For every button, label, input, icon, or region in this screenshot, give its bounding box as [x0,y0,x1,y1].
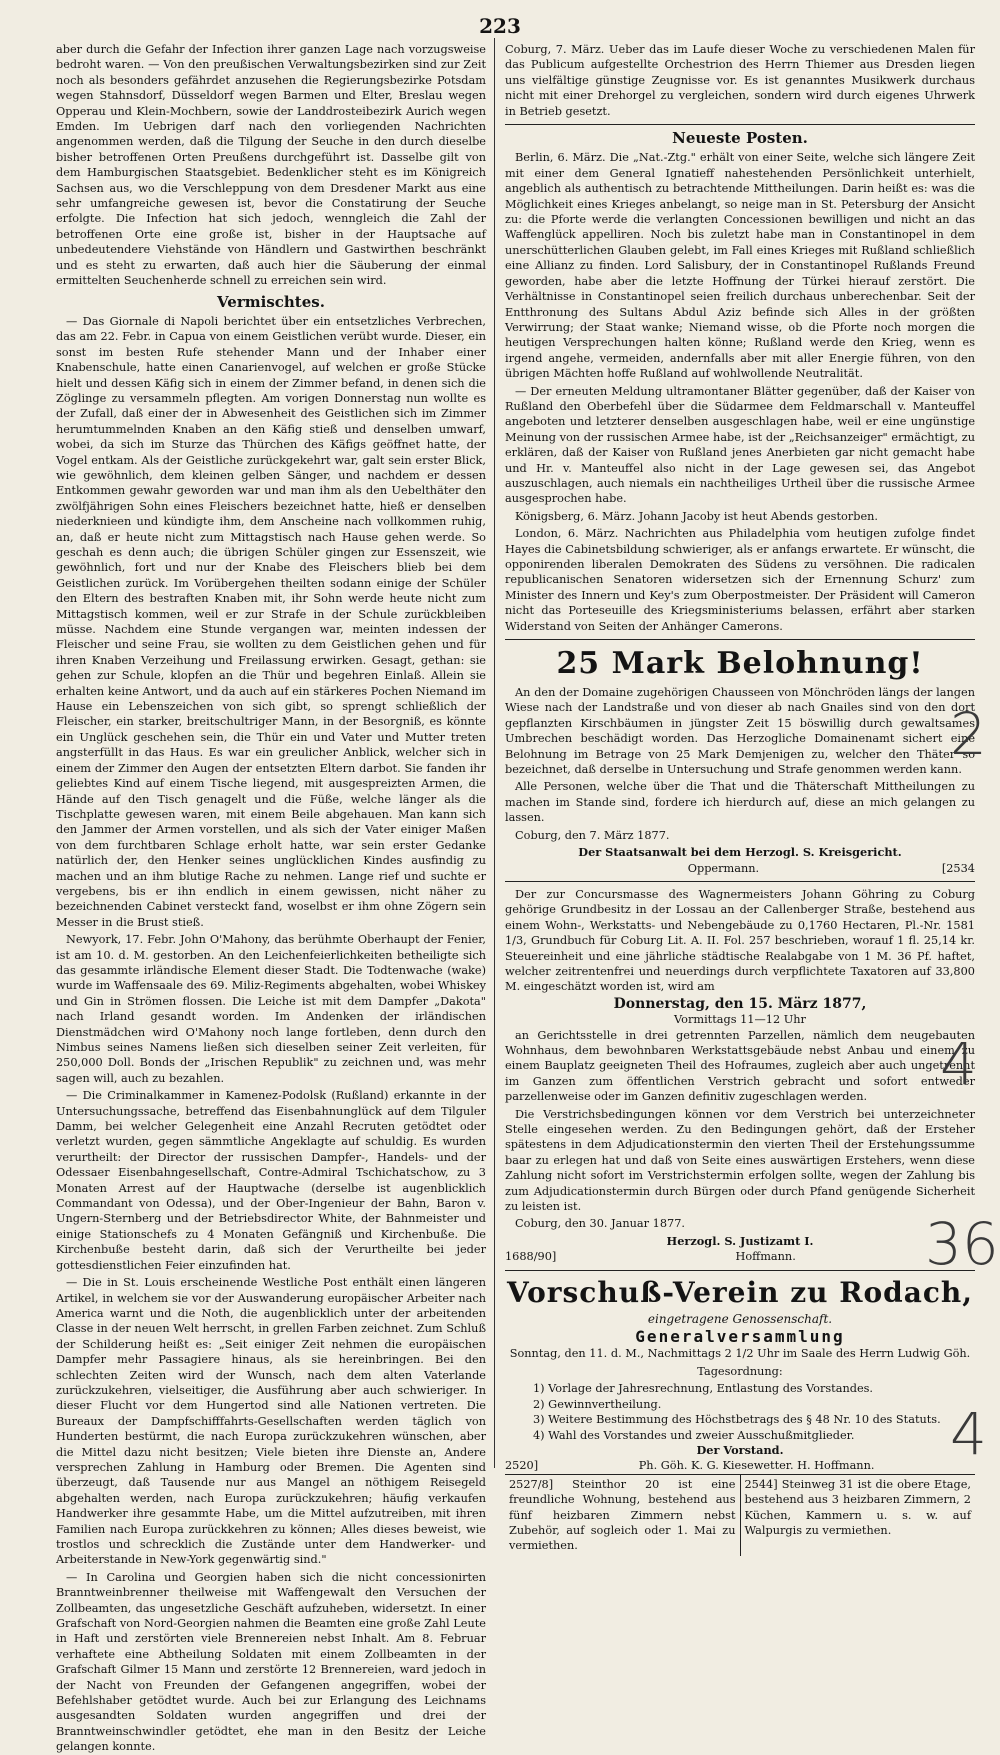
verein-subtitle: eingetragene Genossenschaft. [647,1311,833,1326]
handwritten-mark: 36 [925,1210,999,1278]
rental-ad-steinthor: 2527/8] Steinthor 20 ist eine freundliche Wohnung, bestehend aus fünf heizbaren Zimmern nebst Zubehör, auf sogleich oder 1. Mai zu vermiethen. [509,1477,736,1553]
article-kamenez: — Die Criminalkammer in Kamenez-Podolsk (Rußland) erkannte in der Untersuchungssache, betreffend das Eisenbahnunglück auf dem Tilguler Damm, bei welcher Gelegenheit eine Anzahl Recruten getödtet oder verletzt wurden, gegen sämmtliche Angeklagte auf schuldig. Es wurden verurtheilt: der Director der russischen Dampfer-, Handels- und der Odessaer Eisenbahngesellschaft, Contre-Admiral Tschichatschow, zu 3 Monaten Arrest auf der Hauptwache (derselbe ist augenblicklich Commandant von Odessa), und der Ober-Ingenieur der Bahn, Baron v. Ungern-Sternberg und der Betriebsdirector White, der Bahnmeister und einige Stationschefs zu 4 Monaten Gefängniß und Kirchenbuße. Die Kirchenbuße besteht darin, daß sich der Verurtheilte bei jeder gottesdienstlichen Feier einzufinden hat. [56,1089,486,1272]
column-divider [494,38,495,1468]
article-coburg: Coburg, 7. März. Ueber das im Laufe dieser Woche zu verschiedenen Malen für das Publicum aufgestellte Orchestrion des Herrn Thiemer aus Dresden liegen uns vielfältige günstige Zeugnisse vor. Es ist genanntes Musikwerk durchaus nicht mit einer Drehorgel zu vergleichen, sondern wird durch eigenes Uhrwerk in Betrieb gesetzt. [505,43,975,118]
reward-text-2: Alle Personen, welche über die That und die Thäterschaft Mittheilungen zu machen im Stande sind, fordere ich hierdurch auf, diese an mich gelangen zu lassen. [505,780,975,825]
handwritten-mark: 4 [940,1030,977,1098]
reward-footer [505,861,975,876]
concurs-date: Donnerstag, den 15. März 1877, [613,995,867,1012]
handwritten-mark: 4 [950,1400,987,1468]
reward-name: Oppermann. [687,861,760,875]
reward-signature: Der Staatsanwalt bei dem Herzogl. S. Kreisgericht. [578,845,902,860]
concurs-date-2: Coburg, den 30. Januar 1877. [515,1217,685,1231]
concurs-text-3: Die Verstrichsbedingungen können vor dem Verstrich bei unterzeichneter Stelle eingesehen werden. Zu den Bedingungen gehört, daß der Ersteher spätestens in dem Adjudicationstermin den vierten Theil der Erstehungssumme baar zu erlegen hat und daß von Seite eines auswärtigen Erstehers, wenn diese Zahlung nicht sofort im Verstrichstermin erfolgen sollte, wegen der Zahlung bis zum Adjudicationstermin durch Bürgen oder durch Pfand genügende Sicherheit zu leisten ist. [505,1107,975,1214]
reward-text: An den der Domaine zugehörigen Chausseen von Mönchröden längs der langen Wiese nach der Landstraße und von dieser ab nach Gnailes sind von den dort gepflanzten Kirschbäumen in jüngster Zeit 15 böswillig durch gewaltsames Umbrechen beschädigt worden. Das Herzogliche Domainenamt sichert eine Belohnung im Betrage von 25 Mark Demjenigen zu, welcher den Thäter so bezeichnet, daß derselbe in Untersuchung und Strafe genommen werden kann. [505,686,975,777]
verein-number: 2520] [505,1459,539,1473]
divider [505,639,975,640]
agenda-item: 3) Weitere Bestimmung des Höchstbetrags des § 48 Nr. 10 des Statuts. [533,1413,941,1427]
article-london: London, 6. März. Nachrichten aus Philadelphia vom heutigen zufolge findet Hayes die Cabinetsbildung schwieriger, als er anfangs erwartete. Er wünscht, die opponirenden liberalen Demokraten des Südens zu versöhnen. Die radicalen republicanischen Senatoren widersetzen sich der Ernennung Schurz' zum Minister des Innern und Key's zum Oberpostmeister. Der Präsident will Cameron nicht das Porteseuille des Kriegsministeriums belassen, erfährt aber starken Widerstand von Seiten der Anhänger Camerons. [505,527,975,633]
article-st-louis: — Die in St. Louis erscheinende Westliche Post enthält einen längeren Artikel, in welchem sie vor der Auswanderung europäischer Arbeiter nach America warnt und die Noth, die augenblicklich unter der arbeitenden Classe in der neuen Welt herrscht, in grellen Farben zeichnet. Zum Schluß der Schilderung heißt es: „Seit einiger Zeit nehmen die europäischen Dampfer mehr Passagiere hinaus, als sie hereinbringen. Bei den schlechten Zeiten wird der Wunsch, nach dem alten Vaterlande zurückzukehren, vielseitiger, die Ausführung aber auch schwieriger. In dieser Flucht vor dem Hungertod sind alle Nationen vertreten. Die Bureaux der Dampfschifffahrts-Gesellschaften werden täglich von Hunderten bestürmt, die nach Europa zurückzukehren wünschen, aber die Mittel dazu nicht besitzen; Viele bieten ihre Dienste an, Andere versprechen Zahlung in Hamburg oder Bremen. Die Agenten sind überzeugt, daß Tausende nur aus Mangel an nöthigem Reisegeld abgehalten werden, nach Europa zurückzukehren; häufig verkaufen Handwerker ihre gesammte Habe, um die Mittel aufzutreiben, mit ihren Familien nach Europa zurückkehren zu können; Alles dieses beweist, wie trostlos und schrecklich die Zustände unter dem Handwerker- und Arbeiterstande in New-York gegenwärtig sind." [56,1276,486,1567]
verein-title: Vorschuß-Verein zu Rodach, [506,1275,974,1309]
reward-title: 25 Mark Belohnung! [556,646,924,682]
article-newyork: Newyork, 17. Febr. John O'Mahony, das berühmte Oberhaupt der Fenier, ist am 10. d. M. gestorben. An den Leichenfeierlichkeiten betheiligte sich das gesammte irländische Element dieser Stadt. Die Todtenwache (wake) wurde im Waffensaale des 69. Miliz-Regiments abgehalten, wobei Whiskey und Gin in Strömen flossen. Die Leiche ist mit dem Dampfer „Dakota" nach Irland gesandt worden. Im Andenken der irländischen Dienstmädchen wird O'Mahony noch lange fortleben, denn durch den Nimbus seines Namens ließen sich dieselben seiner Zeit verleiten, für 250,000 Doll. Bonds der „Irischen Republik" zu zeichnen und, was mehr sagen will, auch zu bezahlen. [56,933,486,1085]
reward-number: [2534 [941,861,975,875]
rental-ads [505,1474,975,1556]
concurs-text: Der zur Concursmasse des Wagnermeisters Johann Göhring zu Coburg gehörige Grundbesitz in der Lossau an der Callenberger Straße, bestehend aus einem Wohn-, Werkstatts- und Nebengebäude zu 0,1760 Hectaren, Pl.-Nr. 1581 1/3, Grundbuch für Coburg Lit. A. II. Fol. 257 beschrieben, worauf 1 fl. 25,14 kr. Steuereinheit und eine jährliche städtische Realabgabe von 1 M. 36 Pf. haftet, welcher zeitrentenfrei und neuerdings durch verpflichtete Taxatoren auf 33,800 M. eingeschätzt worden ist, wird am [505,887,975,994]
handwritten-mark: 2 [950,700,987,768]
left-column [56,42,486,1754]
concurs-signature: Herzogl. S. Justizamt I. [666,1233,814,1248]
verein-footer [505,1458,975,1473]
page-number: 223 [479,14,521,38]
right-column [505,42,975,1553]
intro-paragraph: aber durch die Gefahr der Infection ihrer ganzen Lage nach vorzugsweise bedroht waren. — Von den preußischen Verwaltungsbezirken sind zur Zeit noch als besonders gefährdet anzusehen die Regierungsbezirke Potsdam wegen Stahnsdorf, Düsseldorf wegen Barmen und Elter, Breslau wegen Opperau und Klein-Mochbern, sowie der Landdrosteibezirk Aurich wegen Emden. Im Uebrigen darf nach den vorliegenden Nachrichten angenommen werden, daß die Tilgung der Seuche in den durch dieselbe bisher betroffenen Orten Preußens durchgeführt ist. Dasselbe gilt von dem Hamburgischen Staatsgebiet. Bedenklicher steht es im Königreich Sachsen aus, wo die Verschleppung von dem Dresdener Markt aus eine sehr umfangreiche gewesen ist, bevor die Constatirung der Seuche erfolgte. Die Infection hat sich jedoch, wenngleich die Zahl der betroffenen Orte eine große ist, bisher in der Hauptsache auf unbedeutendere Viehstände von Händlern und Gastwirthen beschränkt und es steht zu erwarten, daß auch hier die Säuberung der einmal ermittelten Seuchenherde schnell zu erreichen sein wird. [56,43,486,288]
verein-names: Ph. Göh. K. G. Kiesewetter. H. Hoffmann. [638,1459,875,1473]
section-heading-vermischtes: Vermischtes. [217,292,325,311]
concurs-name: Hoffmann. [735,1250,796,1264]
section-heading-neueste-posten: Neueste Posten. [672,129,808,148]
verein-generalversammlung: Generalversammlung [635,1327,845,1347]
concurs-number: 1688/90] [505,1250,557,1264]
agenda-item: 4) Wahl des Vorstandes und zweier Ausschußmitglieder. [533,1428,855,1442]
verein-agenda [533,1381,975,1443]
verein-signature: Der Vorstand. [696,1442,784,1457]
verein-agenda-title: Tagesordnung: [697,1364,783,1378]
article-koenigsberg: Königsberg, 6. März. Johann Jacoby ist heut Abends gestorben. [515,509,878,523]
divider [505,124,975,125]
article-berlin: Berlin, 6. März. Die „Nat.-Ztg." erhält von einer Seite, welche sich längere Zeit mit einer dem General Ignatieff nahestehenden Persönlichkeit unterhielt, angeblich als authentisch zu betrachtende Mittheilungen. Darin heißt es: was die Möglichkeit eines Krieges anbelangt, so neige man in St. Petersburg der Ansicht zu: die Pforte werde die verlangten Concessionen bewilligen und nicht an das Waffenglück appelliren. Noch bis zuletzt habe man in Constantinopel in dem unerschütterlichen Glauben gelebt, im Fall eines Krieges mit Rußland schließlich eine Allianz zu finden. Lord Salisbury, der in Constantinopel Rußlands Freund geworden, habe aber die letzte Hoffnung der Türkei hierauf zerstört. Die Verhältnisse in Constantinopel seien freilich durchaus unberechenbar. Seit der Entthronung des Sultans Abdul Aziz befinde sich Alles in der größten Verwirrung; der Staat wanke; Niemand wisse, ob die Pforte noch morgen die heutigen Versprechungen halten könne; Rußland werde den Krieg, wenn es irgend angehe, vermeiden, andernfalls aber mit aller Energie führen, von den übrigen Mächten hoffe Rußland auf wohlwollende Neutralität. [505,151,975,381]
concurs-text-2: an Gerichtsstelle in drei getrennten Parzellen, nämlich dem neugebauten Wohnhaus, dem bewohnbaren Werkstattsgebäude nebst Anbau und einem zu einem Bauplatz geeigneten Theil des Hofraumes, zugleich aber auch ungetrennt im Ganzen zum öffentlichen Verstrich gebracht und sofort entweder parzellenweise oder im Ganzen definitiv zugeschlagen werden. [505,1028,975,1104]
article-carolina: — In Carolina und Georgien haben sich die nicht concessionirten Branntweinbrenner theilweise mit Waffengewalt den Versuchen der Zollbeamten, das ungesetzliche Geschäft aufzuheben, widersetzt. In einer Grafschaft von Nord-Georgien nahmen die Beamten eine große Zahl Leute in Haft und zerstörten viele Brennereien nebst Inhalt. Am 8. Februar verhaftete eine Abtheilung Soldaten mit einem Zollbeamten in der Grafschaft Gilmer 15 Mann und zerstörte 12 Brennereien, ward jedoch in der Nacht von Freunden der Gefangenen angegriffen, wobei der Befehlshaber getödtet wurde. Auch bei zur Erlangung des Leichnams ausgesandten Soldaten wurden angegriffen und drei der Branntweinschwindler getödtet, ehe man in den Besitz der Leiche gelangen konnte. [56,1570,486,1754]
concurs-footer [505,1249,975,1264]
verein-when: Sonntag, den 11. d. M., Nachmittags 2 1/2 Uhr im Saale des Herrn Ludwig Göh. [509,1347,971,1361]
divider [505,881,975,882]
article-ultramontan: — Der erneuten Meldung ultramontaner Blätter gegenüber, daß der Kaiser von Rußland den Oberbefehl über die Südarmee dem Feldmarschall v. Manteuffel angeboten und letzterer denselben ausgeschlagen habe, weil er eine ungünstige Meinung von der russischen Armee habe, ist der „Reichsanzeiger" ermächtigt, zu erklären, daß der Kaiser von Rußland jenes Anerbieten gar nicht gemacht habe und Hr. v. Manteuffel also nicht in der Lage gewesen sei, das Angebot auszuschlagen, auch niemals ein nachtheiliges Urtheil über die russische Armee ausgesprochen habe. [505,384,975,506]
agenda-item: 1) Vorlage der Jahresrechnung, Entlastung des Vorstandes. [533,1382,874,1396]
rental-ad-steinweg: 2544] Steinweg 31 ist die obere Etage, bestehend aus 3 heizbaren Zimmern, 2 Küchen, Kammern u. s. w. auf Walpurgis zu vermiethen. [740,1475,976,1556]
divider [505,1270,975,1271]
reward-date: Coburg, den 7. März 1877. [515,828,670,842]
concurs-time: Vormittags 11—12 Uhr [674,1013,806,1027]
article-capua: — Das Giornale di Napoli berichtet über ein entsetzliches Verbrechen, das am 22. Febr. in Capua von einem Geistlichen verübt wurde. Dieser, ein sonst im besten Rufe stehender Mann und der Inhaber einer Knabenschule, hatte einen Canarienvogel, auf welchen er große Stücke hielt und dessen Käfig sich in einem der Zimmer befand, in denen sich die Zöglinge zu versammeln pflegten. Am vorigen Donnerstag nun wollte es der Zufall, daß einer der in Abwesenheit des Geistlichen sich im Zimmer herumtummelnden Knaben an den Käfig stieß und denselben umwarf, wobei, da sich im Sturze das Thürchen des Käfigs geöffnet hatte, der Vogel entkam. Als der Geistliche zurückgekehrt war, galt sein erster Blick, wie gewöhnlich, dem kleinen gelben Sänger, und nachdem er dessen Entkommen gewahr geworden war und man ihm als den Uebelthäter den zwölfjährigen Sohn eines Fleischers bezeichnet hatte, hieß er denselben niederknieen und kündigte ihm, dem Anscheine nach vollkommen ruhig, an, daß er heute nicht zum Mittagstisch nach Hause gehen werde. So geschah es denn auch; die übrigen Schüler gingen zur Essenszeit, wie gewöhnlich, fort und nur der Knabe des Fleischers blieb bei dem Geistlichen zurück. Im Vorübergehen theilten sodann einige der Schüler den Eltern des bestraften Knaben mit, ihr Sohn werde heute nicht zum Mittagstisch kommen, weil er zur Strafe in der Schule zurückbleiben müsse. Nachdem eine Stunde vergangen war, meinten indessen der Fleischer und seine Frau, sie wollten zu dem Geistlichen gehen und für ihren Knaben Verzeihung und Freilassung erwirken. Gesagt, gethan: sie gehen zur Schule, klopfen an die Thür und begehren Einlaß. Allein sie erhalten keine Antwort, und da auch auf ein stärkeres Pochen Niemand im Hause ein Lebenszeichen von sich gibt, so sprengt schließlich der Fleischer, ein starker, breitschultriger Mann, in der Besorgniß, es könnte ein Unglück geschehen sein, die Thür ein und Vater und Mutter treten angsterfüllt in das Haus. Es war ein greulicher Anblick, welcher sich in einem der Zimmer den Augen der entsetzten Eltern darbot. Sie fanden ihr geliebtes Kind auf einem Tische liegend, mit ausgespreizten Armen, die Hände auf den Tisch genagelt und die Füße, welche länger als die Tischplatte gewesen waren, mit einem Beile abgehauen. Man kann sich den Jammer der Armen vorstellen, und als sich der Vater einiger Maßen von dem furchtbaren Schlage erholt hatte, war sein erster Gedanke natürlich der, den Henker seines unglücklichen Kindes ausfindig zu machen und an ihm blutige Rache zu nehmen. Lange rief und suchte er vergebens, bis er ihn endlich in einem gewissen, nicht näher zu bezeichnenden Cabinet versteckt fand, woselbst er ihm ohne Zögern sein Messer in die Brust stieß. [56,314,486,929]
agenda-item: 2) Gewinnvertheilung. [533,1397,662,1411]
